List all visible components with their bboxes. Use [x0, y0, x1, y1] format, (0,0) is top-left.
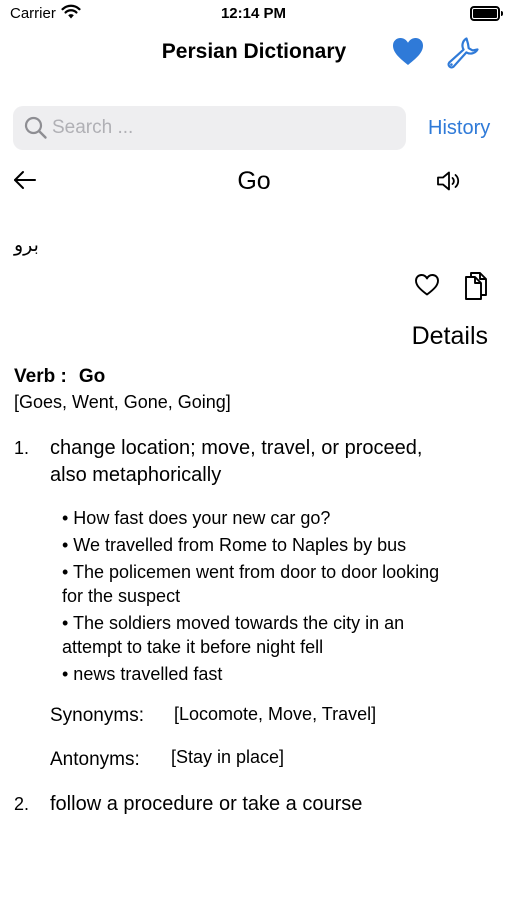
synonyms-value: [Locomote, Move, Travel]: [174, 704, 377, 724]
antonyms-value: [Stay in place]: [171, 747, 285, 767]
antonyms-label: Antonyms:: [50, 749, 140, 770]
example-item: • The soldiers moved towards the city in an: [62, 613, 405, 633]
search-icon: [24, 116, 48, 145]
example-item: • The policemen went from door to door looking: [62, 562, 440, 582]
status-bar: [0, 0, 507, 28]
settings-wrench-icon[interactable]: [444, 34, 480, 70]
definition-text: follow a procedure or take a course: [50, 793, 363, 815]
definition-text: also metaphorically: [50, 464, 222, 486]
example-item-continued: attempt to take it before night fell: [62, 637, 324, 657]
verb-forms: [Goes, Went, Gone, Going]: [14, 392, 231, 412]
search-input[interactable]: [52, 106, 392, 150]
favorites-heart-icon[interactable]: [392, 37, 424, 67]
pos-label: Verb :: [14, 366, 67, 387]
example-item-continued: for the suspect: [62, 586, 181, 606]
part-of-speech: [14, 366, 105, 388]
copy-icon[interactable]: [463, 271, 489, 306]
headword: Go: [237, 167, 271, 195]
definition-number: 2.: [14, 794, 30, 814]
speaker-icon[interactable]: [436, 170, 464, 197]
nav-title: Persian Dictionary: [161, 40, 347, 63]
persian-translation: برو: [14, 234, 39, 256]
status-time: 12:14 PM: [220, 5, 287, 22]
details-heading: Details: [411, 322, 488, 350]
battery-icon: [470, 6, 500, 21]
definition-number: 1.: [14, 438, 30, 458]
example-item: • news travelled fast: [62, 664, 223, 684]
carrier-label: Carrier: [10, 5, 56, 22]
entry-word: Go: [78, 366, 106, 387]
history-button[interactable]: History: [428, 117, 491, 139]
definition-text: change location; move, travel, or proceed,: [50, 437, 423, 459]
example-item: • How fast does your new car go?: [62, 508, 331, 528]
synonyms-label: Synonyms:: [50, 705, 144, 726]
favorite-heart-icon[interactable]: [414, 273, 440, 302]
example-item: • We travelled from Rome to Naples by bus: [62, 535, 407, 555]
